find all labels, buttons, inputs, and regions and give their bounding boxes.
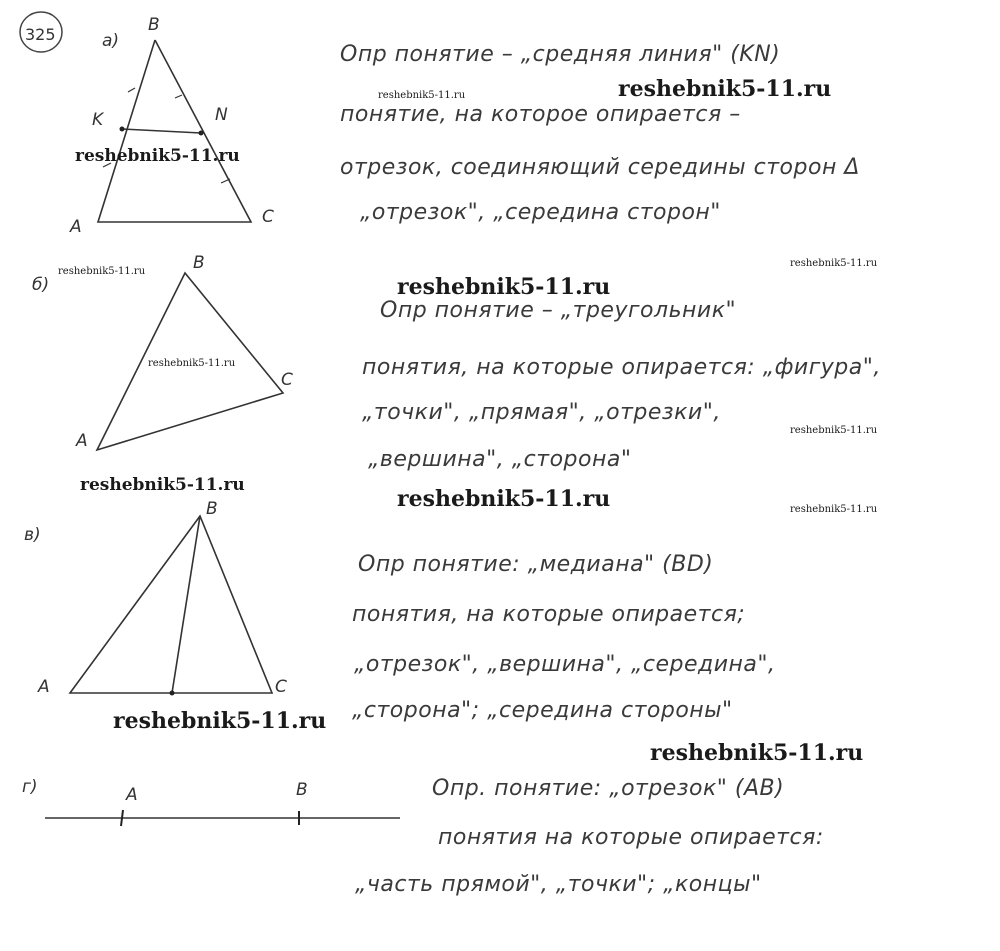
vertex-n-label: N (215, 105, 228, 125)
problem-number: 325 (25, 25, 56, 44)
part-c-line-1: Опр понятие: „медиана" (BD) (358, 552, 714, 577)
part-c-line-2: понятия, на которые опирается; (352, 602, 746, 627)
figure-c-triangle-abc (70, 516, 272, 693)
watermark: reshebnik5-11.ru (650, 740, 864, 766)
part-a-line-2: понятие, на которое опирается – (340, 102, 741, 127)
vertex-b-label: B (206, 499, 218, 519)
watermark: reshebnik5-11.ru (80, 475, 245, 495)
part-a-line-1: Опр понятие – „средняя линия" (KN) (340, 42, 781, 67)
part-a-line-4: „отрезок", „середина сторон" (360, 200, 721, 225)
vertex-b-label: B (193, 253, 205, 273)
vertex-a-label: A (38, 677, 50, 697)
vertex-a-label: A (126, 785, 138, 805)
part-b-line-1: Опр понятие – „треугольник" (380, 298, 737, 323)
part-c-line-4: „сторона"; „середина стороны" (352, 698, 733, 723)
part-d-line-1: Опр. понятие: „отрезок" (AB) (432, 776, 785, 801)
watermark: reshebnik5-11.ru (75, 146, 240, 166)
part-c-line-3: „отрезок", „вершина", „середина", (354, 652, 776, 677)
vertex-a-label: A (76, 431, 88, 451)
vertex-b-label: B (148, 15, 160, 35)
watermark: reshebnik5-11.ru (790, 504, 878, 515)
part-a-label: а) (102, 31, 120, 51)
vertex-k-label: K (92, 110, 104, 130)
vertex-b-label: B (296, 780, 308, 800)
watermark: reshebnik5-11.ru (790, 425, 878, 436)
watermark: reshebnik5-11.ru (397, 486, 611, 512)
watermark: reshebnik5-11.ru (378, 90, 466, 101)
part-c-label: в) (24, 525, 41, 545)
watermark: reshebnik5-11.ru (148, 358, 236, 369)
vertex-c-label: C (281, 370, 293, 390)
vertex-a-label: A (70, 217, 82, 237)
figure-c-median-bd (172, 516, 200, 693)
vertex-c-label: C (275, 677, 287, 697)
part-b-label: б) (32, 275, 50, 295)
watermark: reshebnik5-11.ru (58, 266, 146, 277)
vertex-c-label: C (262, 207, 274, 227)
part-d-label: г) (22, 777, 38, 797)
part-d-line-3: „часть прямой", „точки"; „концы" (355, 872, 762, 897)
part-a-line-3: отрезок, соединяющий середины сторон Δ (340, 155, 860, 180)
watermark: reshebnik5-11.ru (790, 258, 878, 269)
part-d-line-2: понятия на которые опирается: (438, 825, 824, 850)
part-b-line-4: „вершина", „сторона" (368, 447, 632, 472)
figure-a-midline-kn (122, 129, 201, 133)
part-b-line-3: „точки", „прямая", „отрезки", (362, 400, 721, 425)
part-b-line-2: понятия, на которые опирается: „фигура", (362, 355, 881, 380)
watermark: reshebnik5-11.ru (113, 708, 327, 734)
watermark: reshebnik5-11.ru (618, 76, 832, 102)
watermark: reshebnik5-11.ru (397, 274, 611, 300)
